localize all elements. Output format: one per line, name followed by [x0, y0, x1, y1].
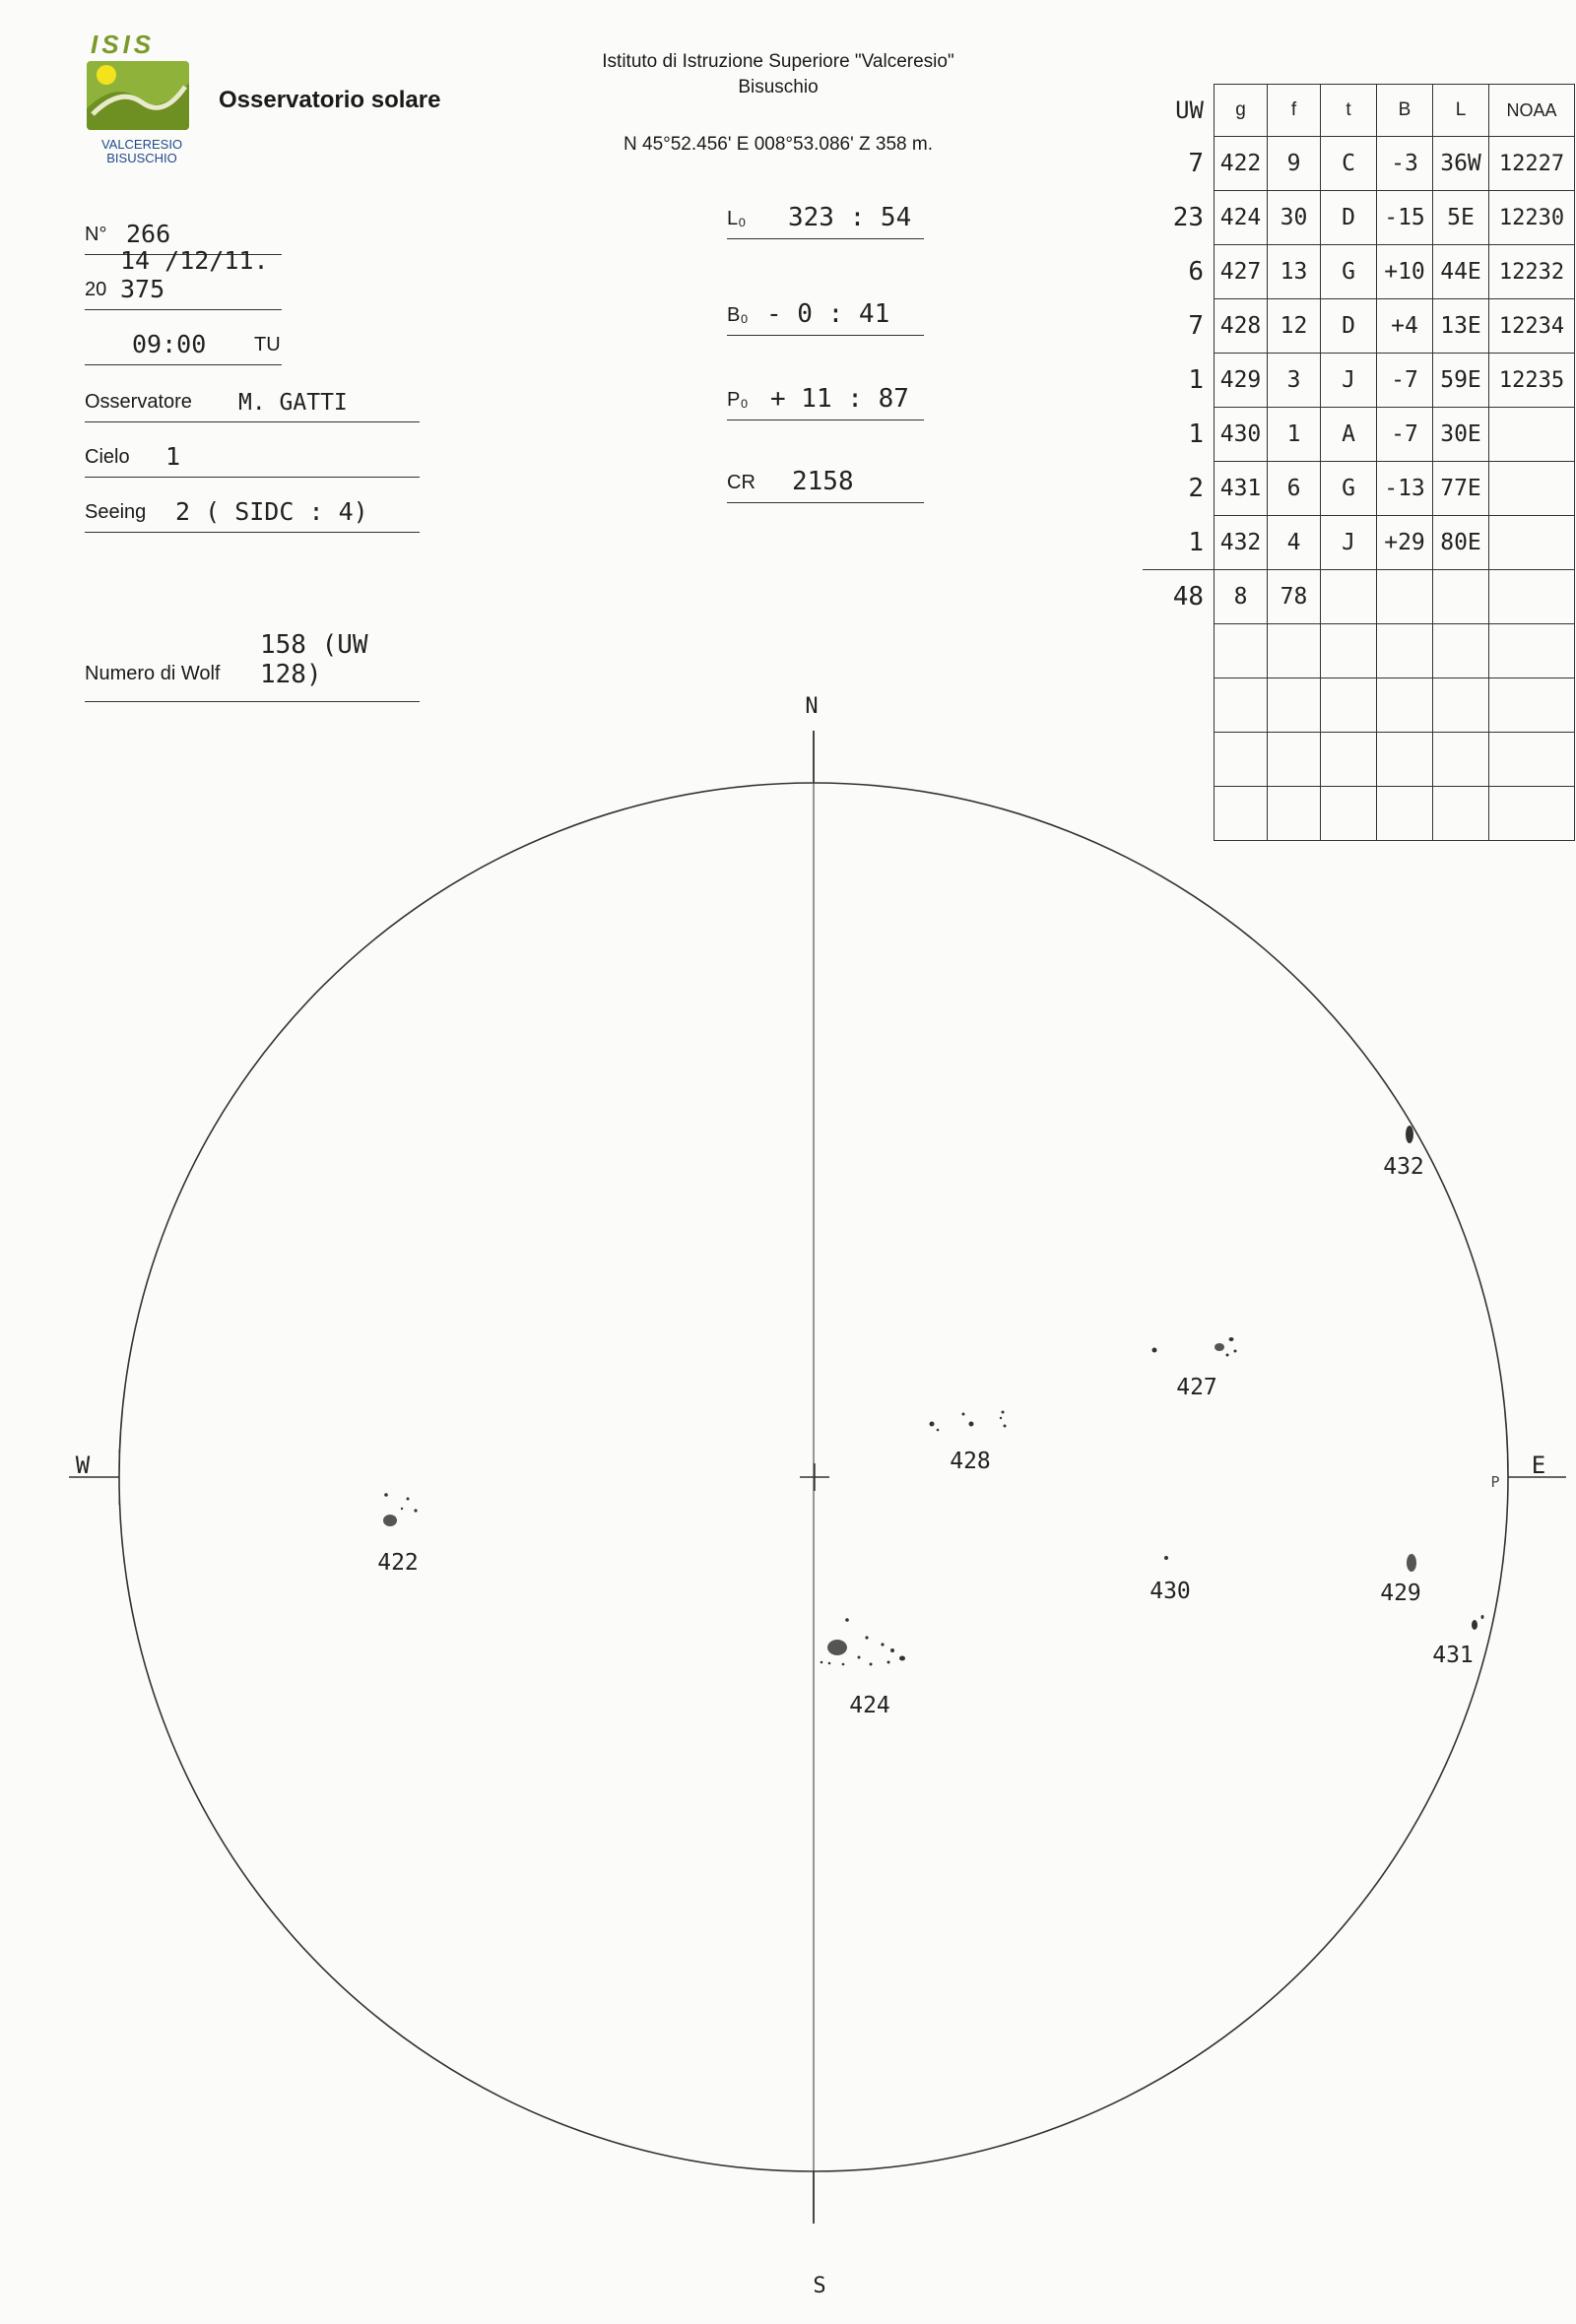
header-uw: UW — [1175, 97, 1204, 124]
b0-value: - 0 : 41 — [766, 299, 890, 329]
east-label: E — [1531, 1452, 1546, 1479]
observatory-coordinates: N 45°52.456' E 008°53.086' Z 358 m. — [624, 134, 933, 155]
sunspot-group-label: 432 — [1383, 1154, 1424, 1180]
cell-group: 8 — [1215, 570, 1268, 624]
cell-group: 422 — [1215, 137, 1268, 191]
sky-label: Cielo — [85, 446, 130, 468]
cell-type: G — [1321, 245, 1377, 299]
cell-type: A — [1321, 408, 1377, 462]
cell-uw: 23 — [1172, 203, 1204, 232]
wolf-value: 158 (UW 128) — [260, 630, 368, 689]
sunspot-group-label: 431 — [1432, 1643, 1474, 1668]
cell-type: C — [1321, 137, 1377, 191]
cell-type: J — [1321, 516, 1377, 570]
sunspot — [930, 1422, 935, 1427]
cell-type: D — [1321, 191, 1377, 245]
sunspot — [870, 1663, 873, 1666]
header-l: L — [1433, 85, 1489, 137]
observer-value: M. GATTI — [238, 390, 348, 416]
cell-group: 430 — [1215, 408, 1268, 462]
north-label: N — [805, 694, 819, 719]
cell-longitude: 5E — [1433, 191, 1489, 245]
sunspot — [845, 1618, 849, 1622]
sunspot-group-431 — [1432, 1615, 1483, 1668]
cell-latitude: +10 — [1377, 245, 1433, 299]
l0-value: 323 : 54 — [788, 203, 912, 232]
south-label: S — [813, 2274, 826, 2298]
date-value: 14 /12/11. 375 — [120, 246, 269, 303]
cell-longitude: 44E — [1433, 245, 1489, 299]
cell-longitude: 30E — [1433, 408, 1489, 462]
header-f: f — [1268, 85, 1321, 137]
sunspot — [962, 1413, 965, 1416]
sunspot — [1164, 1556, 1168, 1560]
sunspot-group-429 — [1380, 1554, 1421, 1606]
sunspot — [1226, 1354, 1229, 1357]
sunspot — [899, 1656, 905, 1661]
cell-f: 3 — [1268, 354, 1321, 408]
cell-noaa: 12227 — [1489, 137, 1575, 191]
cell-f: 4 — [1268, 516, 1321, 570]
header-noaa: NOAA — [1489, 85, 1575, 137]
sunspot — [865, 1636, 868, 1639]
sunspot — [827, 1640, 847, 1655]
pole-mark: P — [1490, 1473, 1500, 1491]
seeing-label: Seeing — [85, 501, 147, 523]
sunspot-group-424 — [821, 1618, 905, 1718]
sunspot — [1002, 1411, 1005, 1414]
logo-subtitle-town: BISUSCHIO — [106, 151, 177, 165]
sunspot-group-427 — [1152, 1337, 1237, 1400]
cr-label: CR — [727, 472, 755, 493]
number-value: 266 — [126, 220, 171, 248]
sunspot — [1152, 1348, 1157, 1353]
logo-subtitle: VALCERESIO — [100, 137, 183, 152]
sunspot — [401, 1508, 403, 1510]
page-title: Osservatorio solare — [219, 87, 441, 113]
b0-label: B₀ — [727, 304, 749, 326]
logo-wordmark: ISIS — [91, 30, 156, 59]
west-label: W — [75, 1452, 91, 1479]
cell-group: 432 — [1215, 516, 1268, 570]
sunspot — [821, 1661, 823, 1664]
sunspot — [881, 1643, 884, 1646]
sunspot — [842, 1663, 845, 1666]
cell-latitude: -7 — [1377, 354, 1433, 408]
cell-group: 429 — [1215, 354, 1268, 408]
cell-type: D — [1321, 299, 1377, 354]
l0-label: L₀ — [727, 208, 747, 229]
cell-latitude: +29 — [1377, 516, 1433, 570]
sunspot — [858, 1656, 861, 1659]
cell-f: 12 — [1268, 299, 1321, 354]
cell-uw: 1 — [1188, 365, 1204, 395]
cell-latitude: -3 — [1377, 137, 1433, 191]
cell-noaa: 12234 — [1489, 299, 1575, 354]
cell-group: 424 — [1215, 191, 1268, 245]
sunspot-group-label: 429 — [1380, 1581, 1421, 1606]
sunspot — [1407, 1554, 1416, 1572]
cell-f: 30 — [1268, 191, 1321, 245]
sunspot — [383, 1515, 397, 1526]
sunspot-group-430 — [1149, 1556, 1191, 1604]
cell-f: 9 — [1268, 137, 1321, 191]
cell-uw: 7 — [1188, 311, 1204, 341]
cell-noaa: 12232 — [1489, 245, 1575, 299]
cell-f: 78 — [1268, 570, 1321, 624]
sunspot — [1234, 1350, 1237, 1353]
cell-uw: 7 — [1188, 149, 1204, 178]
cell-noaa: 12235 — [1489, 354, 1575, 408]
sunspot-group-label: 427 — [1176, 1375, 1217, 1400]
time-unit: TU — [254, 334, 281, 355]
date-prefix: 20 — [85, 279, 107, 300]
cell-longitude: 36W — [1433, 137, 1489, 191]
cell-noaa: 12230 — [1489, 191, 1575, 245]
cell-group: 428 — [1215, 299, 1268, 354]
sunspot — [937, 1429, 940, 1432]
sunspot — [1215, 1343, 1224, 1351]
seeing-value: 2 ( SIDC : 4) — [175, 497, 368, 526]
p0-label: P₀ — [727, 389, 749, 411]
sunspot — [384, 1493, 388, 1497]
wolf-label: Numero di Wolf — [85, 663, 221, 684]
number-label: N° — [85, 224, 107, 245]
cell-latitude: -7 — [1377, 408, 1433, 462]
cell-longitude: 59E — [1433, 354, 1489, 408]
header-t: t — [1321, 85, 1377, 137]
sunspot — [407, 1498, 410, 1501]
sunspot-group-label: 422 — [377, 1550, 419, 1576]
cell-f: 6 — [1268, 462, 1321, 516]
cell-group: 427 — [1215, 245, 1268, 299]
sunspot — [828, 1662, 831, 1665]
institute-town: Bisuschio — [738, 77, 819, 97]
sunspot — [1472, 1620, 1478, 1630]
sunspot — [1406, 1126, 1413, 1143]
cell-group: 431 — [1215, 462, 1268, 516]
cell-type: G — [1321, 462, 1377, 516]
time-value: 09:00 — [132, 330, 207, 358]
cell-type: J — [1321, 354, 1377, 408]
sunspot-group-422 — [377, 1493, 419, 1576]
sunspot — [414, 1509, 417, 1512]
institute-name: Istituto di Istruzione Superiore "Valceresio" — [602, 51, 954, 72]
sunspot — [1000, 1417, 1002, 1419]
sunspot-group-label: 428 — [950, 1449, 991, 1474]
header-b: B — [1377, 85, 1433, 137]
cell-latitude: -15 — [1377, 191, 1433, 245]
header-g: g — [1215, 85, 1268, 137]
sunspot — [1229, 1337, 1234, 1341]
cell-uw: 1 — [1188, 420, 1204, 449]
sky-value: 1 — [165, 442, 181, 471]
cell-longitude: 77E — [1433, 462, 1489, 516]
observer-label: Osservatore — [85, 391, 192, 413]
sunspot — [1481, 1615, 1484, 1619]
sunspot — [890, 1648, 894, 1652]
sunspot — [969, 1422, 974, 1427]
cell-latitude: -13 — [1377, 462, 1433, 516]
sunspot-group-label: 430 — [1149, 1579, 1191, 1604]
cell-uw: 6 — [1188, 257, 1204, 287]
cell-latitude: +4 — [1377, 299, 1433, 354]
sunspot — [887, 1661, 890, 1664]
p0-value: + 11 : 87 — [770, 384, 909, 414]
cell-uw: 1 — [1188, 527, 1204, 557]
sunspot — [1004, 1425, 1007, 1428]
cell-f: 13 — [1268, 245, 1321, 299]
sunspot-group-428 — [930, 1411, 1007, 1475]
cell-f: 1 — [1268, 408, 1321, 462]
cell-uw: 2 — [1188, 474, 1204, 503]
sunspot-group-label: 424 — [849, 1693, 890, 1718]
cell-uw: 48 — [1143, 570, 1215, 624]
cell-longitude: 80E — [1433, 516, 1489, 570]
cr-value: 2158 — [792, 467, 854, 496]
cell-longitude: 13E — [1433, 299, 1489, 354]
